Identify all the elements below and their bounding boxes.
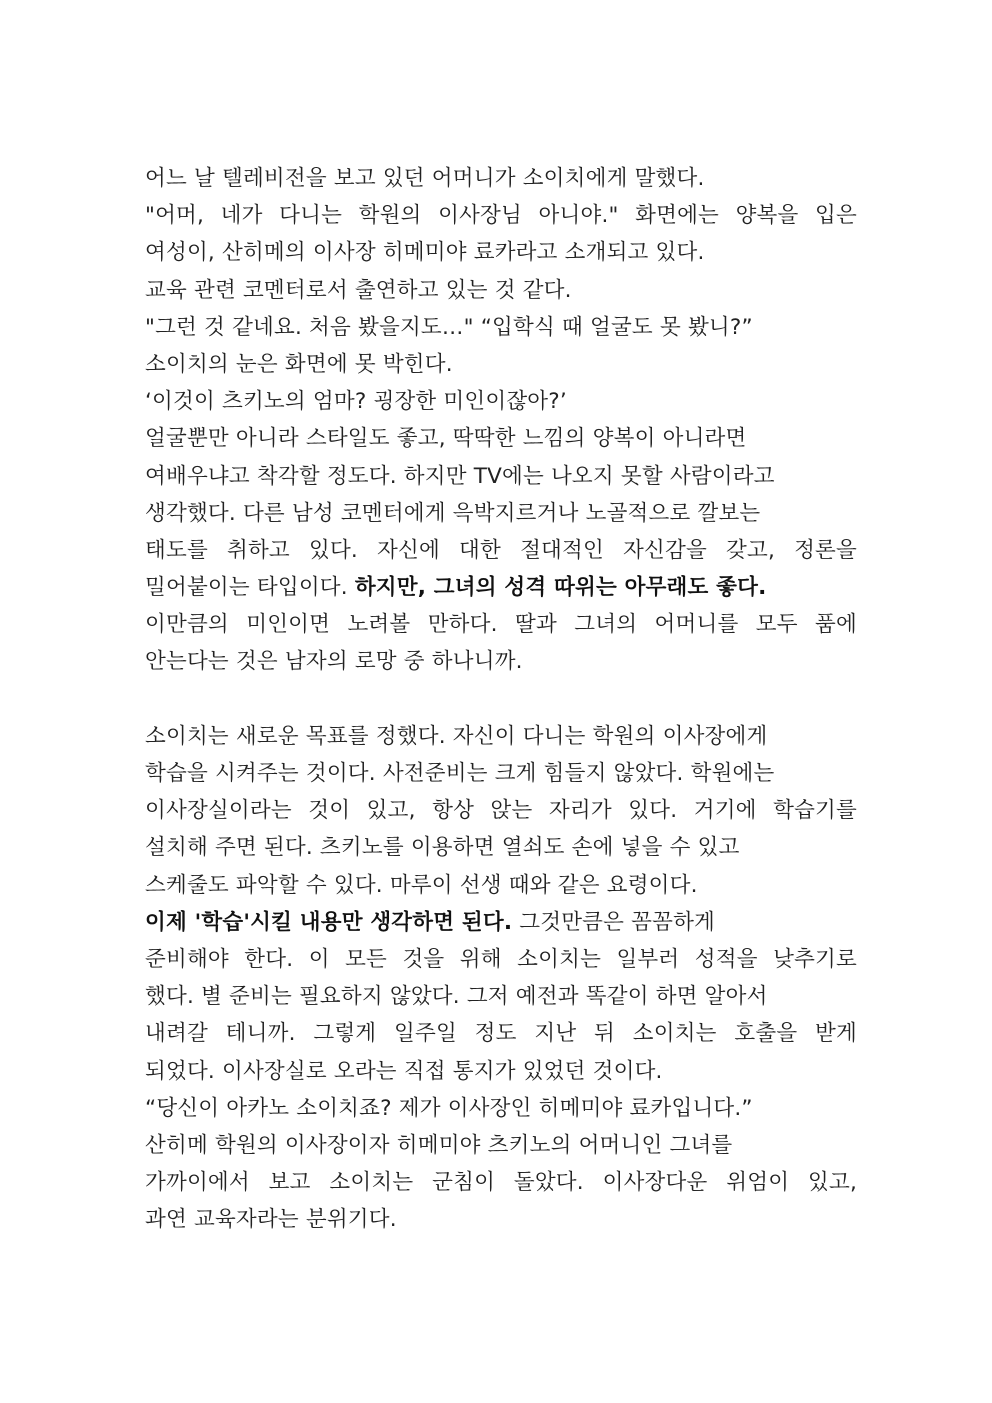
text-line xyxy=(145,532,857,569)
text-run: 어느 날 텔레비전을 보고 있던 어머니가 소이치에게 말했다. xyxy=(145,166,705,191)
text-run: 얼굴뿐만 아니라 스타일도 좋고, 딱딱한 느낌의 양복이 아니라면 xyxy=(145,426,747,452)
text-line xyxy=(145,792,857,829)
text-run: 태도를 취하고 있다. 자신에 대한 절대적인 자신감을 갖고, 정론을 xyxy=(145,537,857,563)
text-run: 이만큼의 미인이면 노려볼 만하다. 딸과 그녀의 어머니를 모두 품에 xyxy=(145,612,857,638)
text-run: 여배우냐고 착각할 정도다. 하지만 TV에는 나오지 못할 사람이라고 xyxy=(145,463,775,489)
body-text xyxy=(145,160,857,1238)
text-line xyxy=(145,160,857,197)
text-run: 학습을 시켜주는 것이다. 사전준비는 크게 힘들지 않았다. 학원에는 xyxy=(145,761,775,786)
text-line xyxy=(145,495,857,532)
text-line xyxy=(145,272,857,309)
text-run: 했다. 별 준비는 필요하지 않았다. 그저 예전과 똑같이 하면 알아서 xyxy=(145,984,768,1010)
text-line xyxy=(145,904,857,941)
text-run: 되었다. 이사장실로 오라는 직접 통지가 있었던 것이다. xyxy=(145,1058,663,1084)
text-line xyxy=(145,458,857,495)
text-run: 가까이에서 보고 소이치는 군침이 돌았다. 이사장다운 위엄이 있고, xyxy=(145,1170,857,1196)
text-line xyxy=(145,234,857,271)
text-run: 생각했다. 다른 남성 코멘터에게 윽박지르거나 노골적으로 깔보는 xyxy=(145,500,761,526)
text-line xyxy=(145,643,857,680)
text-line xyxy=(145,1127,857,1164)
paragraph-break xyxy=(145,681,857,718)
text-line xyxy=(145,346,857,383)
text-run: 안는다는 것은 남자의 로망 중 하나니까. xyxy=(145,649,523,675)
text-run: 이사장실이라는 것이 있고, 항상 앉는 자리가 있다. 거기에 학습기를 xyxy=(145,798,857,824)
text-run: 스케줄도 파악할 수 있다. 마루이 선생 때와 같은 요령이다. xyxy=(145,872,698,898)
text-line xyxy=(145,867,857,904)
text-line xyxy=(145,718,857,755)
text-line xyxy=(145,1053,857,1090)
bold-text-run: 이제 '학습'시킬 내용만 생각하면 된다. xyxy=(145,909,513,935)
text-line xyxy=(145,1015,857,1052)
text-run: ‘이것이 츠키노의 엄마? 굉장한 미인이잖아?’ xyxy=(145,389,567,415)
text-line xyxy=(145,1090,857,1127)
text-line xyxy=(145,606,857,643)
text-run: 소이치는 새로운 목표를 정했다. 자신이 다니는 학원의 이사장에게 xyxy=(145,723,768,749)
text-line xyxy=(145,197,857,234)
text-line xyxy=(145,829,857,866)
text-run: 소이치의 눈은 화면에 못 박힌다. xyxy=(145,351,453,377)
text-run: "어머, 네가 다니는 학원의 이사장님 아니야." 화면에는 양복을 입은 xyxy=(145,203,857,229)
text-run: 산히메 학원의 이사장이자 히메미야 츠키노의 어머니인 그녀를 xyxy=(145,1132,733,1158)
text-run: 밀어붙이는 타입이다. xyxy=(145,575,355,601)
text-run: 여성이, 산히메의 이사장 히메미야 료카라고 소개되고 있다. xyxy=(145,240,705,266)
text-run: 내려갈 테니까. 그렇게 일주일 정도 지난 뒤 소이치는 호출을 받게 xyxy=(145,1021,857,1047)
text-line xyxy=(145,978,857,1015)
text-run: 교육 관련 코멘터로서 출연하고 있는 것 같다. xyxy=(145,277,572,303)
text-line xyxy=(145,383,857,420)
text-line xyxy=(145,309,857,346)
text-run: 과연 교육자라는 분위기다. xyxy=(145,1207,397,1233)
text-run: 설치해 주면 된다. 츠키노를 이용하면 열쇠도 손에 넣을 수 있고 xyxy=(145,835,740,861)
text-line xyxy=(145,755,857,792)
text-line xyxy=(145,1164,857,1201)
text-line xyxy=(145,1201,857,1238)
text-run: “당신이 아카노 소이치죠? 제가 이사장인 히메미야 료카입니다.” xyxy=(145,1095,753,1121)
text-line xyxy=(145,420,857,457)
text-run: "그런 것 같네요. 처음 봤을지도…" “입학식 때 얼굴도 못 봤니?” xyxy=(145,314,753,340)
text-line xyxy=(145,569,857,606)
bold-text-run: 하지만, 그녀의 성격 따위는 아무래도 좋다. xyxy=(354,575,767,601)
text-run: 그것만큼은 꼼꼼하게 xyxy=(512,909,716,935)
text-run: 준비해야 한다. 이 모든 것을 위해 소이치는 일부러 성적을 낮추기로 xyxy=(145,946,857,972)
text-line xyxy=(145,941,857,978)
